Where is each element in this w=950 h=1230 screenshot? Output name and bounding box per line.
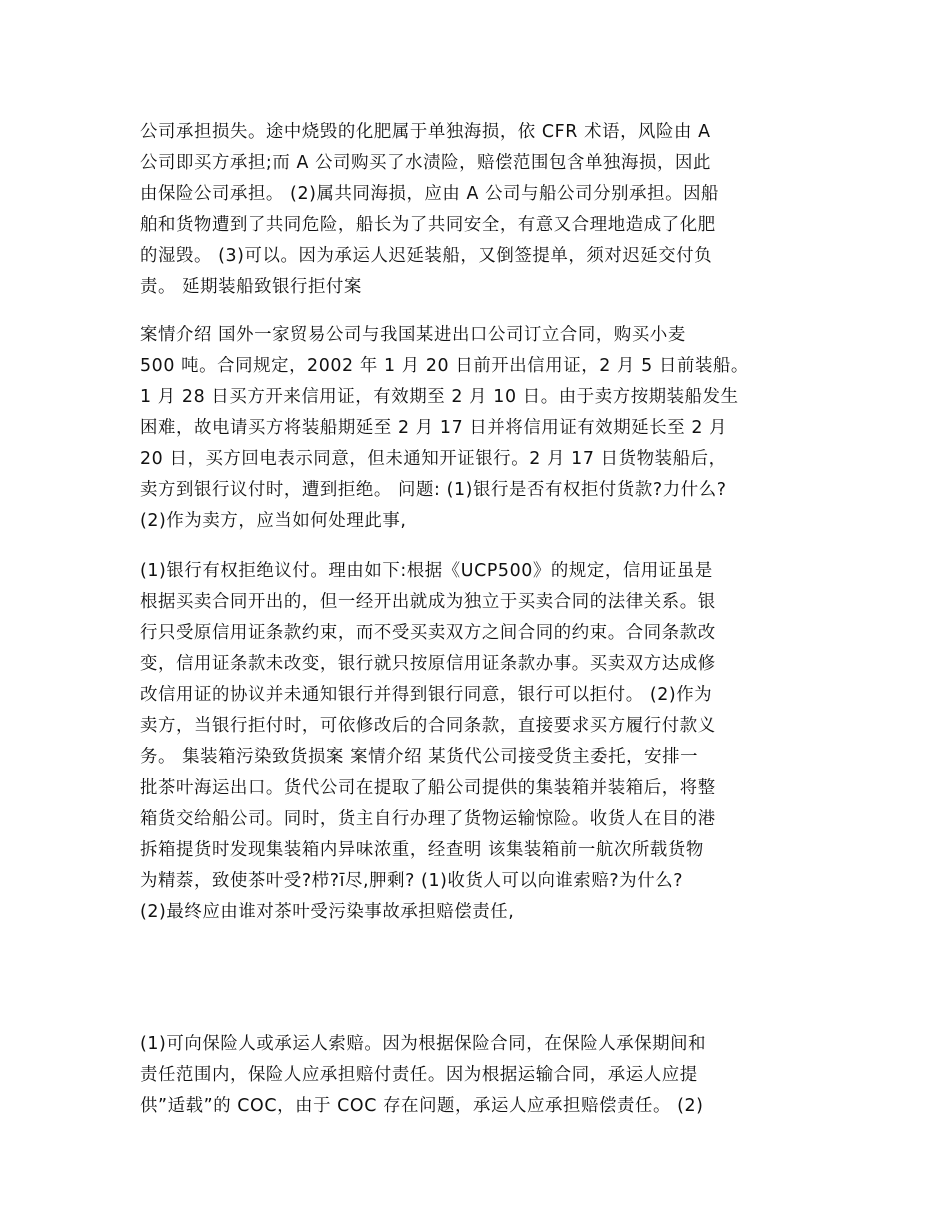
text-line: 为精萘，致使茶叶受?栉?ī尽,胛剩? (1)收货人可以向谁索赔?为什么? <box>140 871 684 891</box>
text-line: (1)可向保险人或承运人索赔。因为根据保险合同，在保险人承保期间和 <box>140 1034 707 1054</box>
paragraph-3 <box>140 556 830 928</box>
text-line: 拆箱提货时发现集装箱内异味浓重，经查明 该集装箱前一航次所载货物 <box>140 840 704 860</box>
text-line: 由保险公司承担。 (2)属共同海损，应由 A 公司与船公司分别承担。因船 <box>140 184 720 204</box>
text-line: 舶和货物遭到了共同危险，船长为了共同安全，有意又合理地造成了化肥 <box>140 215 716 235</box>
text-line: 批茶叶海运出口。货代公司在提取了船公司提供的集装箱并装箱后，将整 <box>140 778 716 798</box>
paragraph-4 <box>140 1029 830 1122</box>
text-line: 行只受原信用证条款约束，而不受买卖双方之间合同的约束。合同条款改 <box>140 623 716 643</box>
text-line: 卖方，当银行拒付时，可依修改后的合同条款，直接要求买方履行付款义 <box>140 716 716 736</box>
text-line: 改信用证的协议并未通知银行并得到银行同意，银行可以拒付。 (2)作为 <box>140 685 713 705</box>
paragraph-2 <box>140 320 830 537</box>
text-line: 案情介绍 国外一家贸易公司与我国某进出口公司订立合同，购买小麦 <box>140 325 686 345</box>
text-line: 变，信用证条款未改变，银行就只按原信用证条款办事。买卖双方达成修 <box>140 654 716 674</box>
text-line: 责。 延期装船致银行拒付案 <box>140 277 363 297</box>
text-line: 困难，故电请买方将装船期延至 2 月 17 日并将信用证有效期延长至 2 月 <box>140 418 728 438</box>
text-line: 卖方到银行议付时，遭到拒绝。 问题: (1)银行是否有权拒付货款?力什么? <box>140 480 727 500</box>
text-line: (2)最终应由谁对茶叶受污染事故承担赔偿责任, <box>140 902 515 922</box>
text-line: 箱货交给船公司。同时，货主自行办理了货物运输惊险。收货人在目的港 <box>140 809 716 829</box>
text-line: 1 月 28 日买方开来信用证，有效期至 2 月 10 日。由于卖方按期装船发生 <box>140 387 739 407</box>
text-line: 务。 集装箱污染致货损案 案情介绍 某货代公司接受货主委托，安排一 <box>140 747 699 767</box>
text-line: 20 日，买方回电表示同意，但未通知开证银行。2 月 17 日货物装船后， <box>140 449 727 469</box>
text-line: 根据买卖合同开出的，但一经开出就成为独立于买卖合同的法律关系。银 <box>140 592 716 612</box>
text-line: 公司承担损失。途中烧毁的化肥属于单独海损，依 CFR 术语，风险由 A <box>140 122 711 142</box>
text-line: 责任范围内，保险人应承担赔付责任。因为根据运输合同，承运人应提 <box>140 1065 698 1085</box>
text-line: 的湿毁。 (3)可以。因为承运人迟延装船，又倒签提单，须对迟延交付负 <box>140 246 713 266</box>
text-line: 公司即买方承担;而 A 公司购买了水渍险，赔偿范围包含单独海损，因此 <box>140 153 711 173</box>
paragraph-1 <box>140 117 830 303</box>
text-line: 供”适载”的 COC，由于 COC 存在问题，承运人应承担赔偿责任。 (2) <box>140 1096 704 1116</box>
text-line: 500 吨。合同规定，2002 年 1 月 20 日前开出信用证，2 月 5 日前装船。 <box>140 356 749 376</box>
text-line: (1)银行有权拒绝议付。理由如下:根据《UCP500》的规定，信用证虽是 <box>140 561 713 581</box>
text-line: (2)作为卖方，应当如何处理此事, <box>140 511 407 531</box>
